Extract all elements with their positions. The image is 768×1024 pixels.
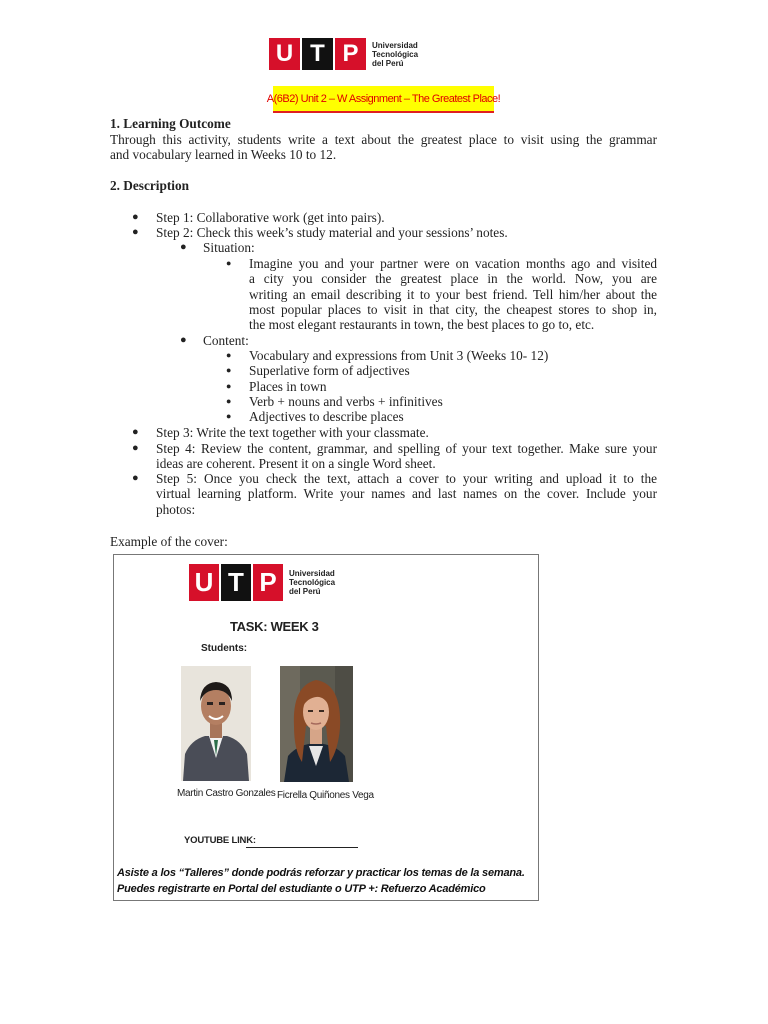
learning-outcome-line: and vocabulary learned in Weeks 10 to 12. [110,147,337,162]
cover-note-line: Asiste a los “Talleres” donde podrás reforzar y practicar los temas de la semana. [117,867,525,879]
logo-line: Universidad [289,568,335,578]
logo-letter-p: P [335,38,366,70]
bullet-icon: ● [226,258,232,268]
content-item: Places in town [249,379,327,394]
logo-line: del Perú [289,586,321,596]
logo-letter-t: T [302,38,333,70]
student-name-1: Martin Castro Gonzales [177,788,276,799]
assignment-title: A(6B2) Unit 2 – W Assignment – The Greatest Place! [266,92,501,105]
bullet-icon: ● [132,426,139,438]
logo-line: Tecnológica [372,49,419,59]
content-item: Superlative form of adjectives [249,363,410,378]
logo-university-name [372,41,418,68]
student-photo-1 [181,666,251,781]
logo-line: Universidad [372,40,418,50]
cover-youtube-label: YOUTUBE LINK: [184,835,256,846]
bullet-icon: ● [132,226,139,238]
content-item: Verb + nouns and verbs + infinitives [249,394,443,409]
learning-outcome-heading: 1. Learning Outcome [110,116,231,131]
cover-students-label: Students: [201,643,248,654]
bullet-icon: ● [132,211,139,223]
cover-example [113,554,539,901]
content-item: Adjectives to describe places [249,409,404,424]
logo-letter-p: P [253,564,283,601]
student-photo-2 [280,666,353,782]
step-1: Step 1: Collaborative work (get into pairs). [156,210,385,225]
step-5-line: Step 5: Once you check the text, attach a cover to your writing and upload it to the [156,471,657,486]
cover-task-title: TASK: WEEK 3 [230,619,319,634]
situation-line: a city you consider the greatest place in the world. Now, you are [249,271,657,286]
utp-logo [269,37,418,71]
situation-label: Situation: [203,240,255,255]
step-5-line: photos: [156,502,196,517]
logo-letter-u: U [269,38,300,70]
logo-line: del Perú [372,58,404,68]
content-label: Content: [203,333,249,348]
content-item: Vocabulary and expressions from Unit 3 (Weeks 10- 12) [249,348,549,363]
assignment-title-banner [266,86,501,113]
situation-line: most popular places to visit in that city, the cheapest stores to shop in, [249,302,657,317]
description-heading: 2. Description [110,178,190,193]
step-2: Step 2: Check this week’s study material and your sessions’ notes. [156,225,508,240]
youtube-link-blank [246,847,358,848]
learning-outcome-line: Through this activity, students write a text about the greatest place to visit using the grammar [110,132,657,147]
step-3: Step 3: Write the text together with your classmate. [156,425,429,440]
situation-line: the most elegant restaurants in town, the best places to go to, etc. [249,317,595,332]
bullet-icon: ● [132,472,139,484]
cover-utp-logo [189,563,335,601]
situation-line: Imagine you and your partner were on vacation months ago and visited [249,256,657,271]
bullet-icon: ● [180,241,187,253]
situation-line: writing an email describing it to your best friend. Tell him/her about the [249,287,657,302]
cover-note-line: Puedes registrarte en Portal del estudiante o UTP +: Refuerzo Académico [117,883,486,895]
bullet-icon: ● [226,411,232,421]
logo-letter-u: U [189,564,219,601]
bullet-icon: ● [226,350,232,360]
example-label: Example of the cover: [110,534,228,549]
bullet-icon: ● [226,365,232,375]
bullet-icon: ● [226,381,232,391]
bullet-icon: ● [180,334,187,346]
student-name-2: Ficrella Quiñones Vega [277,790,374,801]
logo-university-name [289,569,335,596]
logo-letter-t: T [221,564,251,601]
logo-line: Tecnológica [289,577,336,587]
bullet-icon: ● [132,442,139,454]
step-4-line: Step 4: Review the content, grammar, and spelling of your text together. Make sure your [156,441,657,456]
bullet-icon: ● [226,396,232,406]
step-5-line: virtual learning platform. Write your names and last names on the cover. Include your [156,486,657,501]
step-4-line: ideas are coherent. Present it on a single Word sheet. [156,456,436,471]
